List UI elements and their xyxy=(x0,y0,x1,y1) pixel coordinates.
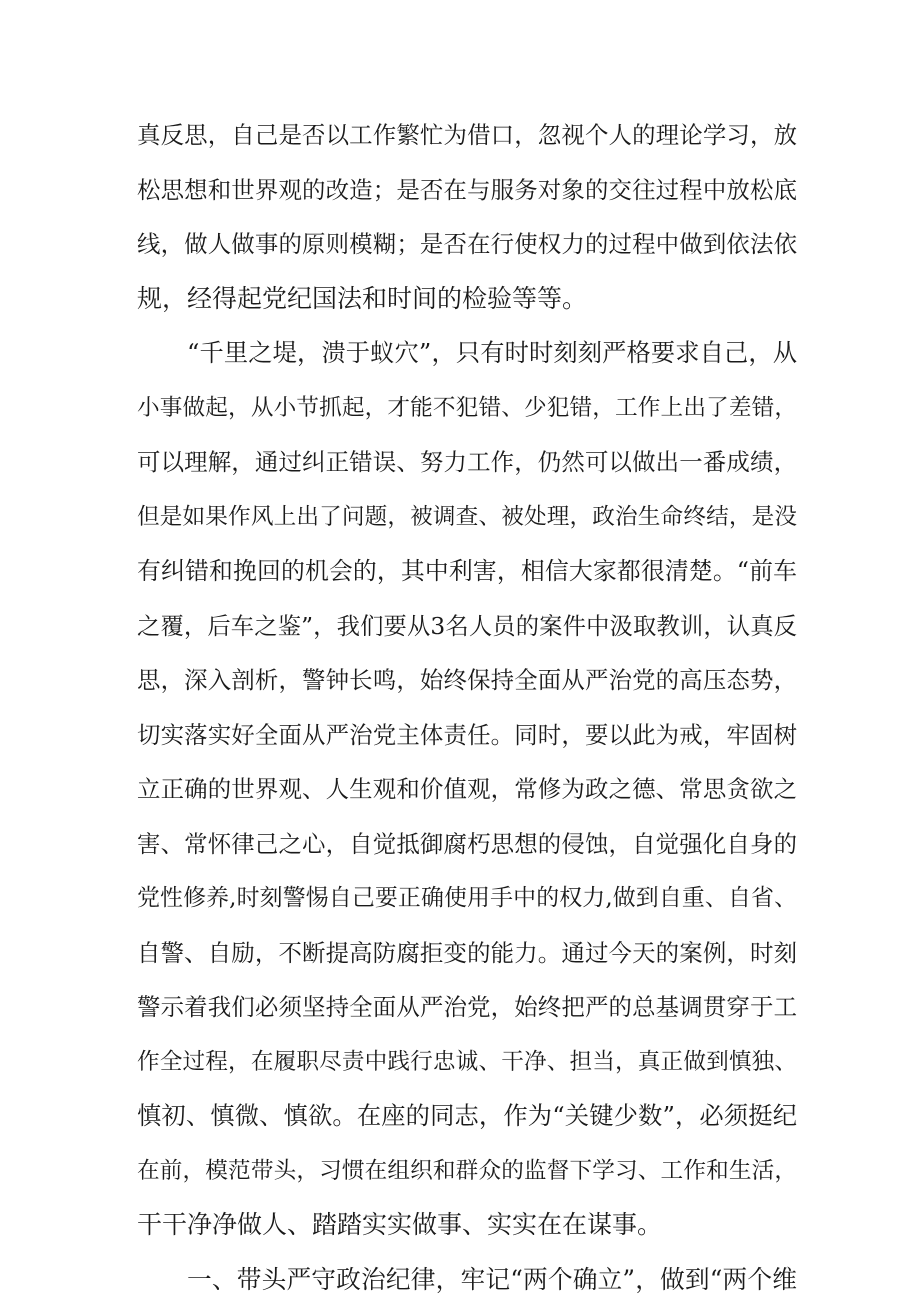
text-line: 之覆，后车之鉴”，我们要从3名人员的案件中汲取教训，认真反 xyxy=(137,599,797,654)
text-line: 作全过程，在履职尽责中践行忠诚、干净、担当，真正做到慎独、 xyxy=(137,1035,797,1090)
text-line: 松思想和世界观的改造；是否在与服务对象的交往过程中放松底 xyxy=(137,163,797,218)
text-line: 线，做人做事的原则模糊；是否在行使权力的过程中做到依法依 xyxy=(137,217,797,272)
text-line: 警示着我们必须坚持全面从严治党，始终把严的总基调贯穿于工 xyxy=(137,980,797,1035)
text-line: 真反思，自己是否以工作繁忙为借口，忽视个人的理论学习，放 xyxy=(137,108,797,163)
text-line: 思，深入剖析，警钟长鸣，始终保持全面从严治党的高压态势， xyxy=(137,653,797,708)
text-line: 害、常怀律己之心，自觉抵御腐朽思想的侵蚀，自觉强化自身的 xyxy=(137,817,797,872)
text-line: 切实落实好全面从严治党主体责任。同时，要以此为戒，牢固树 xyxy=(137,708,797,763)
text-line: 但是如果作风上出了问题，被调查、被处理，政治生命终结，是没 xyxy=(137,490,797,545)
document-body xyxy=(137,108,797,1307)
text-line: 党性修养,时刻警惕自己要正确使用手中的权力,做到自重、自省、 xyxy=(137,871,797,926)
text-line: 可以理解，通过纠正错误、努力工作，仍然可以做出一番成绩， xyxy=(137,435,797,490)
text-line: 干干净净做人、踏踏实实做事、实实在在谋事。 xyxy=(137,1198,797,1253)
text-line: 在前，模范带头，习惯在组织和群众的监督下学习、工作和生活， xyxy=(137,1144,797,1199)
text-line: 立正确的世界观、人生观和价值观，常修为政之德、常思贪欲之 xyxy=(137,762,797,817)
text-line: 规，经得起党纪国法和时间的检验等等。 xyxy=(137,272,797,327)
text-line: 小事做起，从小节抓起，才能不犯错、少犯错，工作上出了差错， xyxy=(137,381,797,436)
section-heading-line: 一、带头严守政治纪律，牢记“两个确立”，做到“两个维 xyxy=(137,1253,797,1307)
text-line: 有纠错和挽回的机会的，其中利害，相信大家都很清楚。“前车 xyxy=(137,544,797,599)
paragraph-start-line: “千里之堤，溃于蚁穴”，只有时时刻刻严格要求自己，从 xyxy=(137,326,797,381)
text-line: 慎初、慎微、慎欲。在座的同志，作为“关键少数”，必须挺纪 xyxy=(137,1089,797,1144)
text-line: 自警、自励，不断提高防腐拒变的能力。通过今天的案例，时刻 xyxy=(137,926,797,981)
